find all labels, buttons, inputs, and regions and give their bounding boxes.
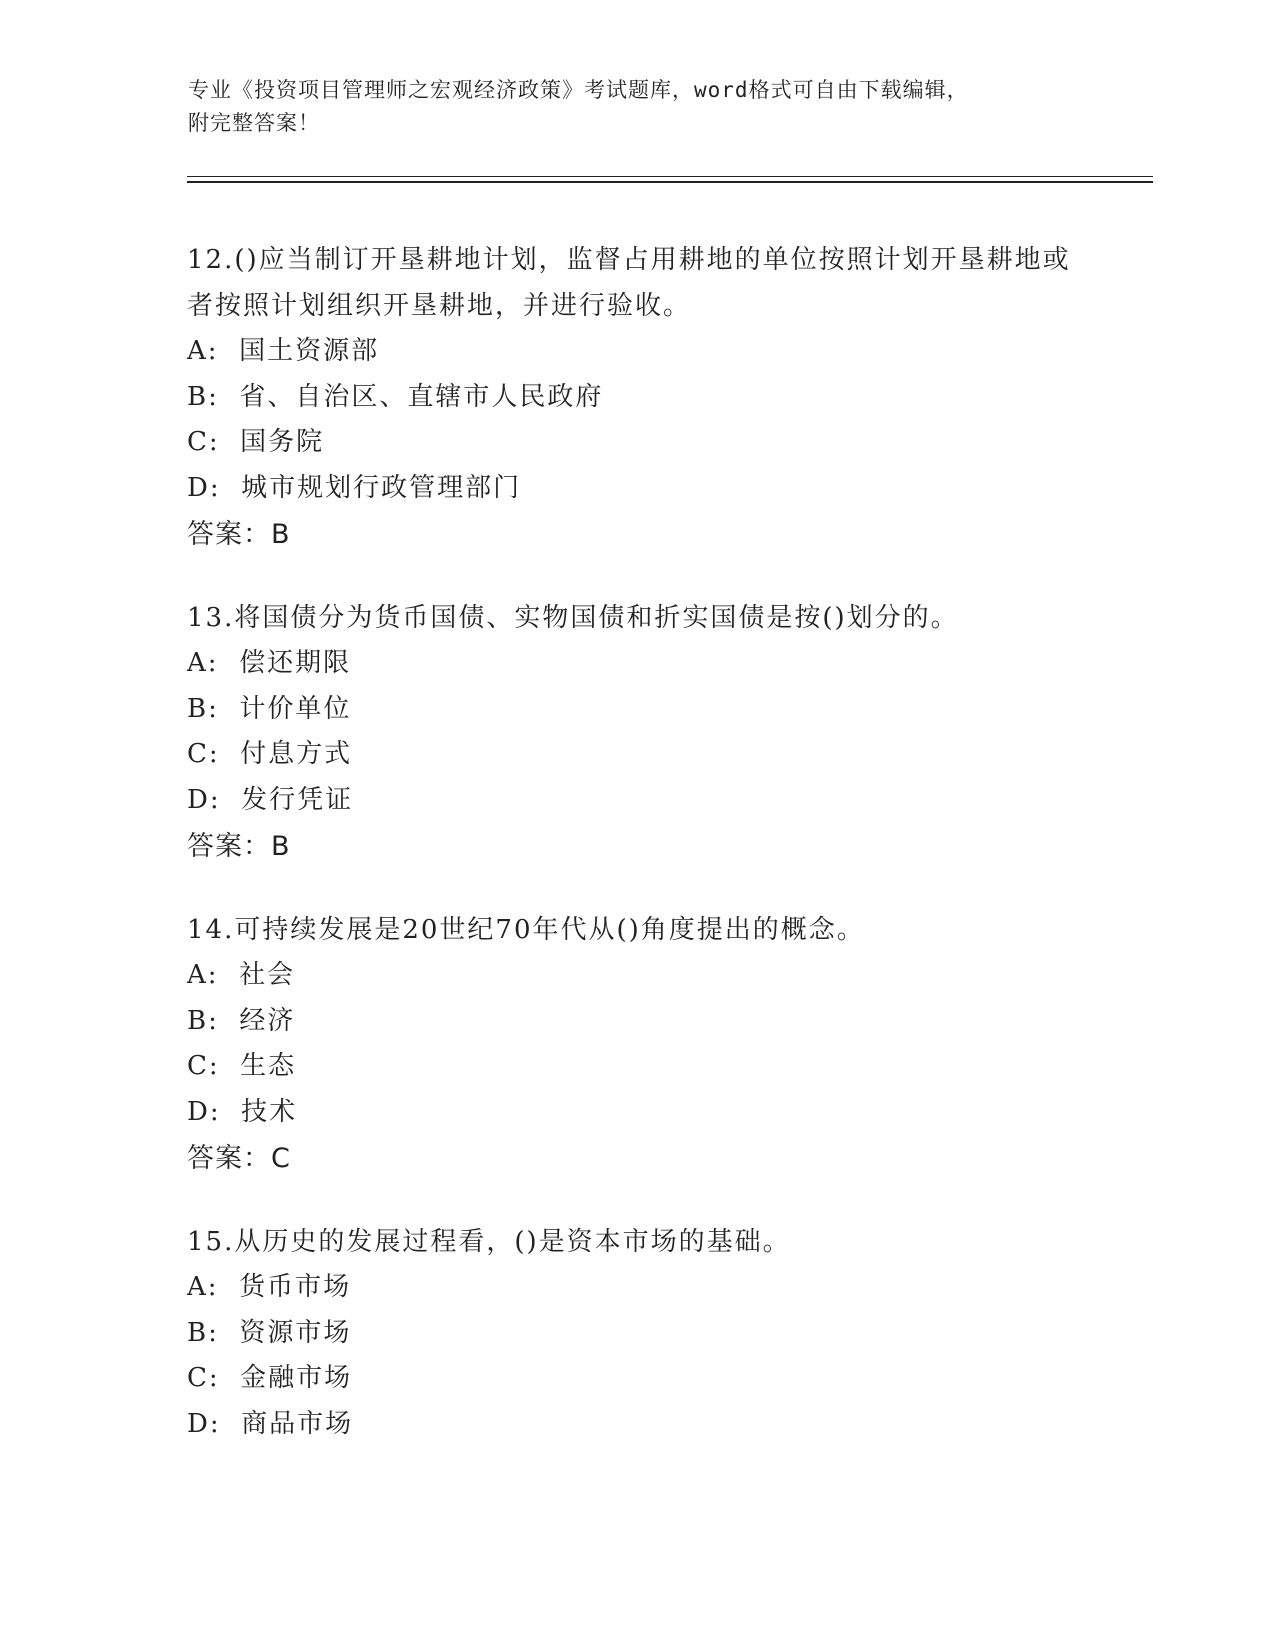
question-15	[187, 1219, 1087, 1447]
option-a: A: 社会	[187, 960, 296, 990]
header-divider-bottom	[187, 181, 1153, 183]
header-line-2: 附完整答案！	[188, 111, 320, 135]
option-b: B: 省、自治区、直辖市人民政府	[187, 381, 604, 412]
question-list	[187, 237, 1087, 1484]
option-d: D: 技术	[187, 1096, 298, 1127]
option-b: B: 经济	[187, 1005, 296, 1036]
question-stem: 15.从历史的发展过程看，()是资本市场的基础。	[187, 1227, 791, 1257]
question-12	[187, 237, 1087, 558]
option-c: C: 付息方式	[187, 739, 353, 769]
option-d: D: 商品市场	[187, 1408, 354, 1439]
answer-label: 答案：B	[187, 831, 291, 862]
header-line-1: 专业《投资项目管理师之宏观经济政策》考试题库，word格式可自由下载编辑，	[188, 78, 969, 102]
answer-label: 答案：B	[187, 519, 291, 550]
question-stem: 14.可持续发展是20世纪70年代从()角度提出的概念。	[187, 915, 865, 945]
option-b: B: 计价单位	[187, 693, 352, 724]
document-header	[188, 74, 1088, 140]
option-a: A: 货币市场	[187, 1272, 352, 1302]
option-a: A: 国土资源部	[187, 336, 380, 366]
option-c: C: 生态	[187, 1051, 297, 1081]
option-d: D: 发行凭证	[187, 784, 354, 815]
option-c: C: 金融市场	[187, 1363, 353, 1393]
option-a: A: 偿还期限	[187, 648, 352, 678]
question-stem: 13.将国债分为货币国债、实物国债和折实国债是按()划分的。	[187, 603, 959, 633]
answer-label: 答案：C	[187, 1143, 291, 1174]
option-d: D: 城市规划行政管理部门	[187, 472, 522, 503]
option-c: C: 国务院	[187, 427, 325, 457]
question-13	[187, 595, 1087, 870]
question-stem: 12.()应当制订开垦耕地计划，监督占用耕地的单位按照计划开垦耕地或者按照计划组织开垦耕地，并进行验收。	[187, 245, 1071, 321]
option-b: B: 资源市场	[187, 1317, 352, 1348]
header-divider-top	[187, 176, 1153, 177]
question-14	[187, 907, 1087, 1182]
